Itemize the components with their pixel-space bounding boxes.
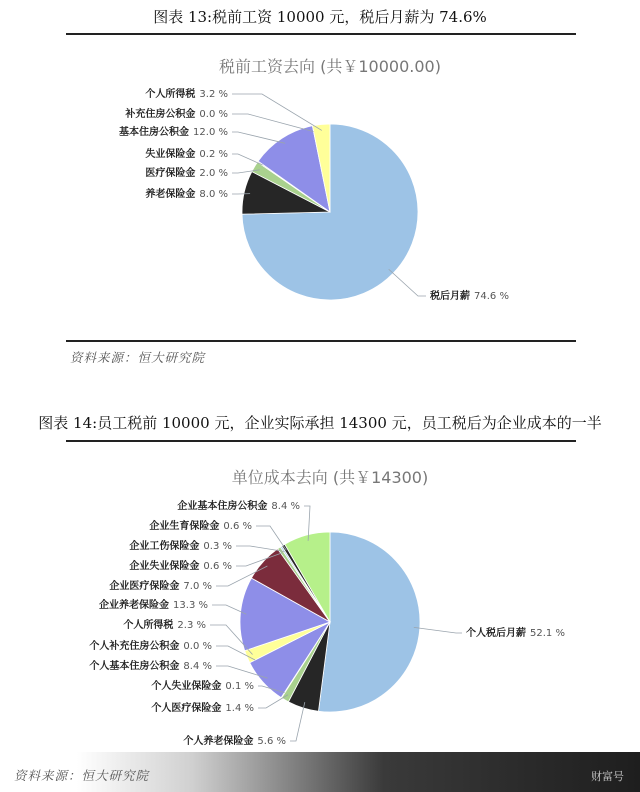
leader-line	[232, 94, 322, 130]
slice-label-value: 5.6 %	[257, 736, 286, 747]
slice-label-value: 0.3 %	[203, 541, 232, 552]
slice-label-value: 8.0 %	[199, 189, 228, 200]
slice-label-name: 个人所得税	[123, 620, 174, 631]
slice-label	[119, 125, 228, 138]
slice-label-name: 个人医疗保险金	[151, 703, 222, 714]
slice-label	[89, 659, 212, 672]
slice-label	[129, 539, 232, 552]
slice-label-value: 2.0 %	[199, 168, 228, 179]
slice-label	[123, 618, 206, 631]
slice-label-name: 企业失业保险金	[129, 561, 200, 572]
slice-label-value: 52.1 %	[530, 628, 565, 639]
slice-label-name: 补充住房公积金	[125, 109, 196, 120]
leader-line	[232, 132, 285, 143]
slice-label	[429, 289, 509, 302]
leader-line	[389, 269, 426, 296]
slice-label-value: 2.3 %	[177, 620, 206, 631]
slice-label	[124, 107, 228, 120]
slice-label-name: 个人所得税	[145, 89, 196, 100]
slice-label-value: 7.0 %	[183, 581, 212, 592]
slice-label	[183, 734, 286, 747]
slice-label-name: 企业养老保险金	[99, 600, 170, 611]
slice-label	[151, 701, 254, 714]
slice-label-name: 医疗保险金	[145, 168, 196, 179]
slice-label	[151, 679, 254, 692]
slice-label-name: 养老保险金	[145, 189, 196, 200]
slice-label	[145, 87, 228, 100]
leader-line	[232, 154, 263, 165]
slice-label	[145, 187, 228, 200]
slice-label-value: 0.6 %	[223, 521, 252, 532]
slice-label	[177, 499, 300, 512]
watermark: 财富号	[591, 770, 624, 783]
slice-label-value: 1.4 %	[225, 703, 254, 714]
slice-label-value: 0.6 %	[203, 561, 232, 572]
slice-label-name: 个人税后月薪	[466, 628, 526, 639]
slice-label-name: 企业医疗保险金	[109, 581, 180, 592]
slice-label	[109, 579, 212, 592]
figure-13-caption: 图表 13:税前工资 10000 元，税后月薪为 74.6%	[153, 8, 487, 26]
pie-slice	[318, 532, 420, 712]
slice-label	[129, 559, 232, 572]
figure-14-source: 资料来源：恒大研究院	[14, 768, 150, 783]
figure-13-source: 资料来源：恒大研究院	[70, 350, 206, 365]
slice-label-name: 企业生育保险金	[149, 521, 220, 532]
slice-label-value: 3.2 %	[199, 89, 228, 100]
slice-label-value: 8.4 %	[183, 661, 212, 672]
slice-label-value: 8.4 %	[271, 501, 300, 512]
slice-label-value: 12.0 %	[193, 127, 228, 138]
chart-title: 单位成本去向 (共￥14300)	[231, 468, 429, 487]
slice-label	[89, 639, 212, 652]
figure-14-caption: 图表 14:员工税前 10000 元，企业实际承担 14300 元，员工税后为企业成本的一半	[38, 414, 602, 432]
slice-label-name: 企业基本住房公积金	[177, 501, 268, 512]
slice-label-value: 74.6 %	[474, 291, 509, 302]
slice-label-name: 个人补充住房公积金	[89, 641, 180, 652]
slice-label	[99, 598, 208, 611]
slice-label	[145, 147, 228, 160]
slice-label-name: 税后月薪	[430, 291, 470, 302]
slice-label-value: 0.0 %	[183, 641, 212, 652]
slice-label-value: 0.0 %	[199, 109, 228, 120]
slice-label-name: 个人基本住房公积金	[89, 661, 180, 672]
leader-line	[414, 627, 462, 633]
pie-chart-1	[242, 124, 418, 300]
slice-label	[145, 166, 228, 179]
slice-label-name: 个人失业保险金	[151, 681, 222, 692]
slice-label-value: 0.1 %	[225, 681, 254, 692]
slice-label-name: 个人养老保险金	[183, 736, 254, 747]
slice-label-name: 失业保险金	[145, 149, 196, 160]
slice-label	[466, 626, 565, 639]
chart-title: 税前工资去向 (共￥10000.00)	[219, 57, 441, 76]
slice-label-name: 企业工伤保险金	[129, 541, 200, 552]
slice-label-value: 13.3 %	[173, 600, 208, 611]
slice-label-name: 基本住房公积金	[119, 127, 190, 138]
slice-label-value: 0.2 %	[199, 149, 228, 160]
pie-chart-2	[240, 532, 420, 712]
slice-label	[149, 519, 252, 532]
